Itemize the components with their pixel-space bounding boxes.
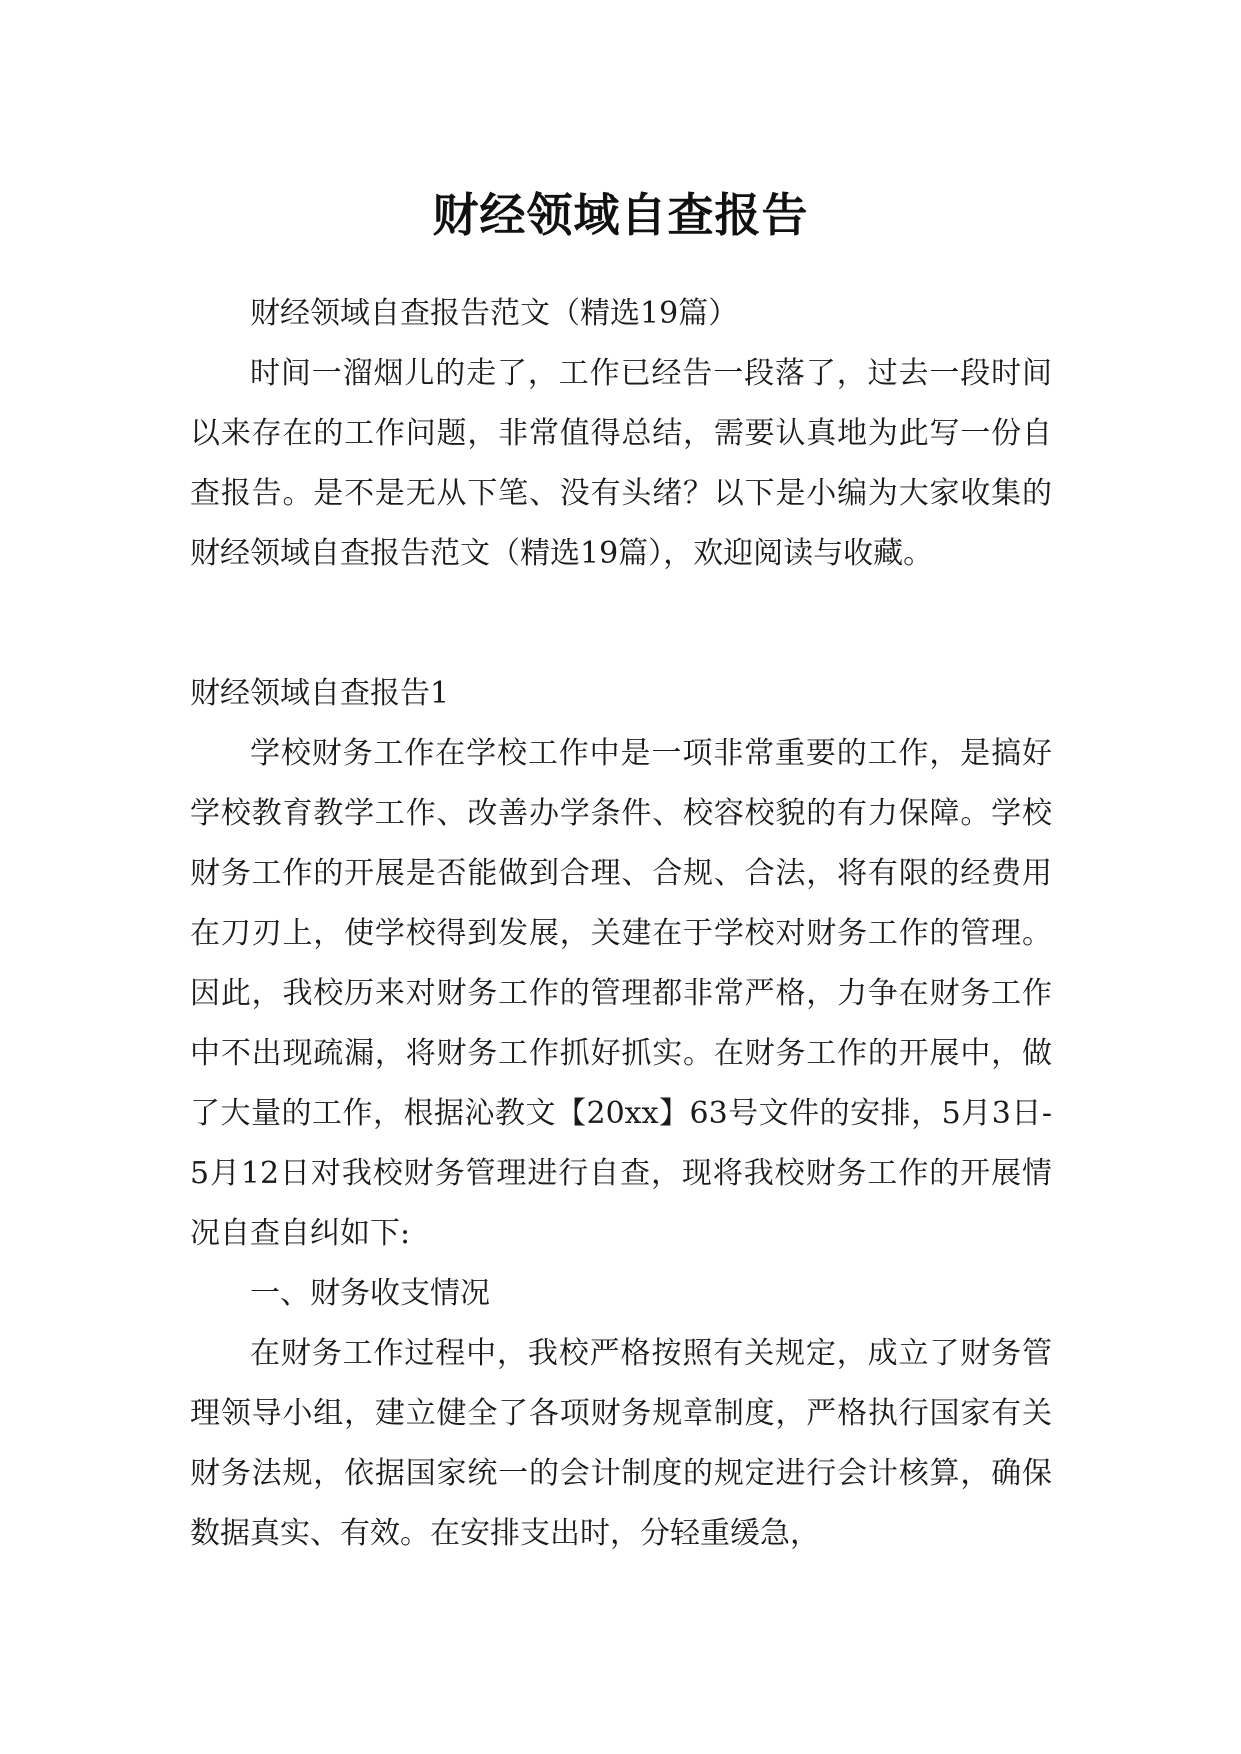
document-body [190,284,1052,1564]
subsection-heading: 一、财务收支情况 [250,1276,490,1311]
section-heading: 财经领域自查报告1 [190,676,450,711]
body-paragraph: 学校财务工作在学校工作中是一项非常重要的工作，是搞好学校教育教学工作、改善办学条件、校容校貌的有力保障。学校财务工作的开展是否能做到合理、合规、合法，将有限的经费用在刀刃上，使学校得到发展，关建在于学校对财务工作的管理。因此，我校历来对财务工作的管理都非常严格，力争在财务工作中不出现疏漏，将财务工作抓好抓实。在财务工作的开展中，做了大量的工作，根据沁教文【20xx】63号文件的安排，5月3日-5月12日对我校财务管理进行自查，现将我校财务工作的开展情况自查自纠如下: [190,736,1052,1251]
section-spacer [190,584,1052,664]
intro-subtitle: 财经领域自查报告范文（精选19篇） [250,296,739,331]
document-title: 财经领域自查报告 [432,187,809,242]
intro-paragraph: 时间一溜烟儿的走了，工作已经告一段落了，过去一段时间以来存在的工作问题，非常值得总结，需要认真地为此写一份自查报告。是不是无从下笔、没有头绪？以下是小编为大家收集的财经领域自查报告范文（精选19篇），欢迎阅读与收藏。 [190,356,1052,571]
body-paragraph: 在财务工作过程中，我校严格按照有关规定，成立了财务管理领导小组，建立健全了各项财务规章制度，严格执行国家有关财务法规，依据国家统一的会计制度的规定进行会计核算，确保数据真实、有效。在安排支出时，分轻重缓急， [190,1336,1052,1551]
